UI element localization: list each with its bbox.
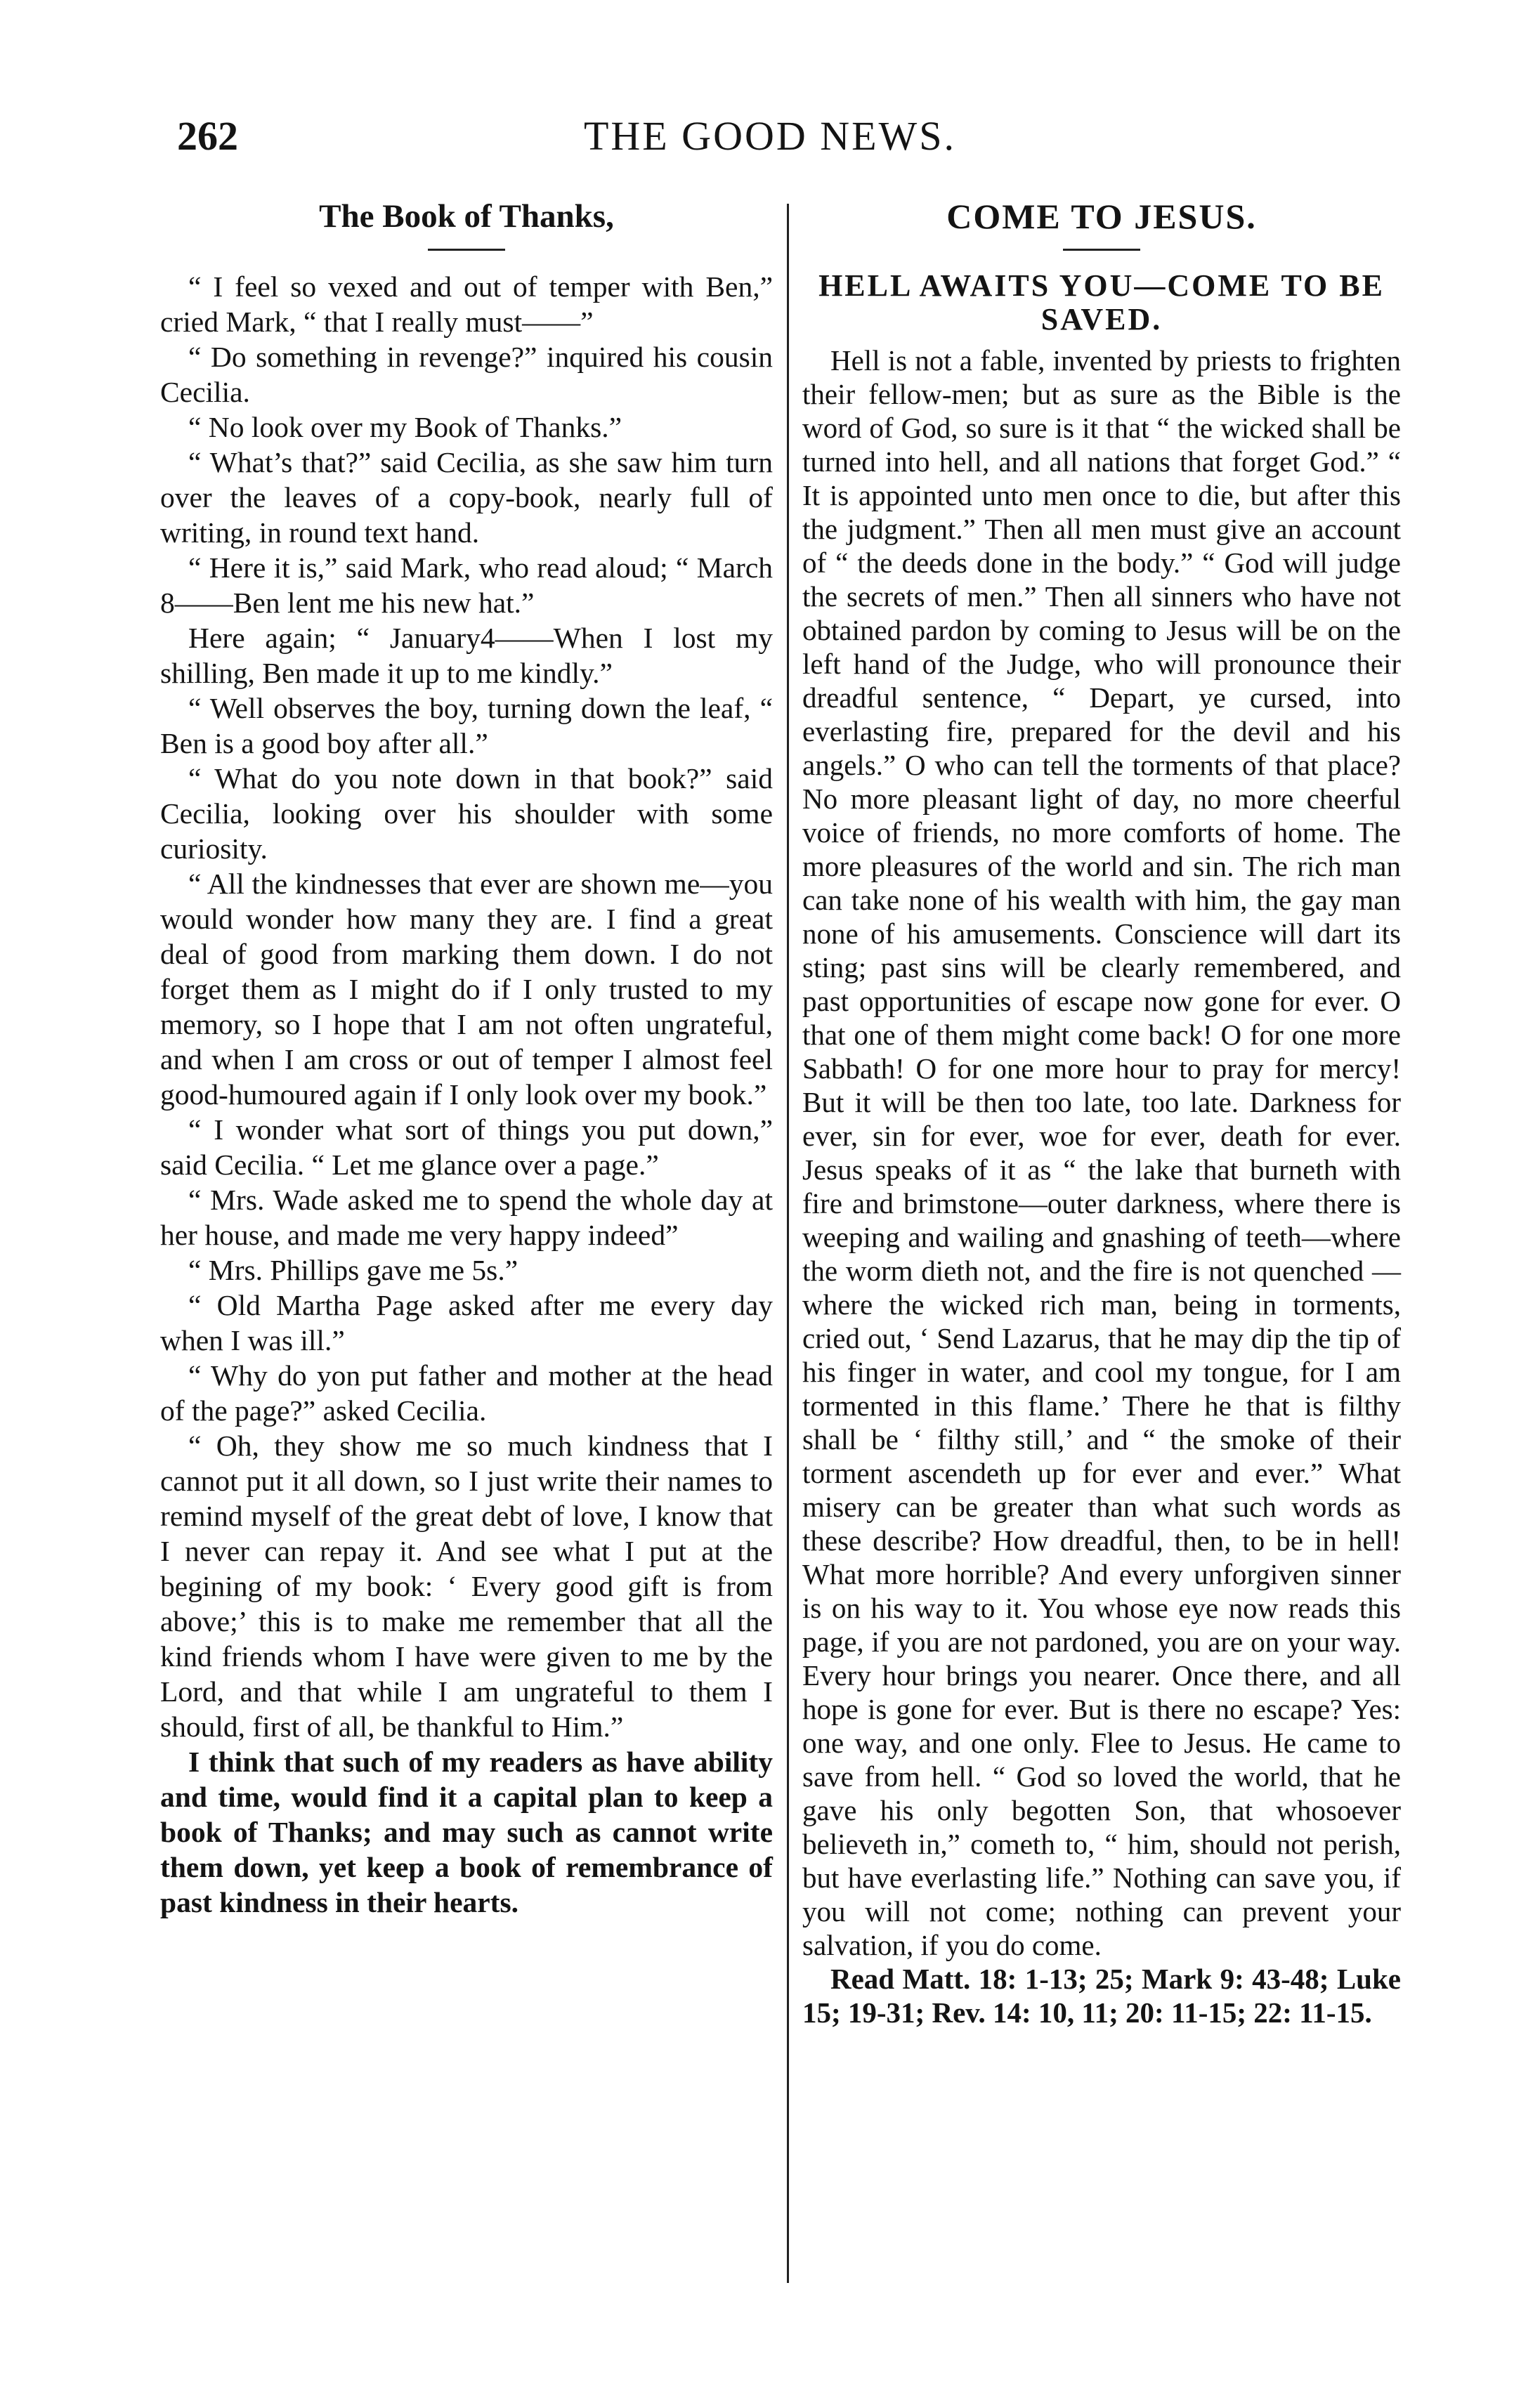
paragraph: “ Why do yon put father and mother at the head of the page?” asked Cecilia. <box>160 1359 773 1427</box>
left-column <box>160 197 773 1920</box>
paragraph: “ Well observes the boy, turning down the leaf, “ Ben is a good boy after all.” <box>160 692 773 759</box>
title-rule <box>1063 249 1140 251</box>
paragraph: “ Old Martha Page asked after me every day when I was ill.” <box>160 1289 773 1356</box>
paragraph: “ Oh, they show me so much kindness that I cannot put it all down, so I just write their names to remind myself of the great debt of love, I know that I never can repay it. And see what I put at the begining of my book: ‘ Every good gift is from above;’ this is to make me remember that all the kind friends whom I have were given to me by the Lord, and that while I am ungrateful to them I should, first of all, be thankful to Him.” <box>160 1429 773 1743</box>
running-title: THE GOOD NEWS. <box>583 113 957 159</box>
article-body-come-to-jesus <box>802 343 1401 2029</box>
closing-paragraph: I think that such of my readers as have ability and time, would find it a capital plan to keep a book of Thanks; and may such as cannot write them down, yet keep a book of remembrance of past kindness in their hearts. <box>160 1746 773 1918</box>
paragraph: “ Mrs. Wade asked me to spend the whole day at her house, and made me very happy indeed” <box>160 1184 773 1251</box>
column-divider <box>787 204 789 2283</box>
article-body-book-of-thanks <box>160 269 773 1920</box>
paragraph: “ Here it is,” said Mark, who read aloud; “ March 8——Ben lent me his new hat.” <box>160 551 773 619</box>
paragraph: Here again; “ January4——When I lost my shilling, Ben made it up to me kindly.” <box>160 622 773 689</box>
paragraph: “ What’s that?” said Cecilia, as she saw him turn over the leaves of a copy-book, nearly full of writing, in round text hand. <box>160 446 773 549</box>
right-column <box>802 197 1401 2029</box>
title-rule <box>428 249 505 251</box>
paragraph: “ No look over my Book of Thanks.” <box>188 411 622 443</box>
article-subtitle: HELL AWAITS YOU—COME TO BE SAVED. <box>818 268 1385 336</box>
page-header <box>0 112 1540 176</box>
paragraph: “ I feel so vexed and out of temper with Ben,” cried Mark, “ that I really must——” <box>160 270 773 338</box>
paragraph: “ What do you note down in that book?” said Cecilia, looking over his shoulder with some curiosity. <box>160 762 773 865</box>
paragraph: “ Do something in revenge?” inquired his cousin Cecilia. <box>160 341 773 408</box>
article-title-book-of-thanks: The Book of Thanks, <box>319 198 614 235</box>
paragraph: “ Mrs. Phillips gave me 5s.” <box>188 1254 518 1286</box>
page-number: 262 <box>177 113 238 159</box>
paragraph: “ I wonder what sort of things you put down,” said Cecilia. “ Let me glance over a page.” <box>160 1113 773 1181</box>
scripture-references: Read Matt. 18: 1-13; 25; Mark 9: 43-48; Luke 15; 19-31; Rev. 14: 10, 11; 20: 11-15; 22: 11-15. <box>802 1963 1401 2029</box>
paragraph: “ All the kindnesses that ever are shown me—you would wonder how many they are. I find a great deal of good from marking them down. I do not forget them as I might do if I only trusted to my memory, so I hope that I am not often ungrateful, and when I am cross or out of temper I almost feel good-humoured again if I only look over my book.” <box>160 868 773 1111</box>
article-title-come-to-jesus: COME TO JESUS. <box>946 197 1257 236</box>
paragraph: Hell is not a fable, invented by priests to frighten their fellow-men; but as sure as the Bible is the word of God, so sure is it that “ the wicked shall be turned into hell, and all nations that forget God.” “ It is appointed unto men once to die, but after this the judgment.” Then all men must give an account of “ the deeds done in the body.” “ God will judge the secrets of men.” Then all sinners who have not obtained pardon by coming to Jesus will be on the left hand of the Judge, who will pronounce their dreadful sentence, “ Depart, ye cursed, into everlasting fire, prepared for the devil and his angels.” O who can tell the torments of that place? No more pleasant light of day, no more cheerful voice of friends, no more comforts of home. The more pleasures of the world and sin. The rich man can take none of his wealth with him, the gay man none of his amusements. Conscience will dart its sting; past sins will be clearly remembered, and past opportunities of escape now gone for ever. O that one of them might come back! O for one more Sabbath! O for one more hour to pray for mercy! But it will be then too late, too late. Darkness for ever, sin for ever, woe for ever, death for ever. Jesus speaks of it as “ the lake that burneth with fire and brimstone—outer darkness, where there is weeping and wailing and gnashing of teeth—where the worm dieth not, and the fire is not quenched —where the wicked rich man, being in torments, cried out, ‘ Send Lazarus, that he may dip the tip of his finger in water, and cool my tongue, for I am tormented in this flame.’ There he that is filthy shall be ‘ filthy still,’ and “ the smoke of their torment ascendeth up for ever and ever.” What misery can be greater than what such words as these describe? How dreadful, then, to be in hell! What more horrible? And every unforgiven sinner is on his way to it. You whose eye now reads this page, if you are not pardoned, you are on your way. Every hour brings you nearer. Once there, and all hope is gone for ever. But is there no escape? Yes: one way, and one only. Flee to Jesus. He came to save from hell. “ God so loved the world, that he gave his only begotten Son, that whosoever believeth in,” cometh to, “ him, should not perish, but have everlasting life.” Nothing can save you, if you will not come; nothing can prevent your salvation, if you do come. <box>802 344 1401 1961</box>
